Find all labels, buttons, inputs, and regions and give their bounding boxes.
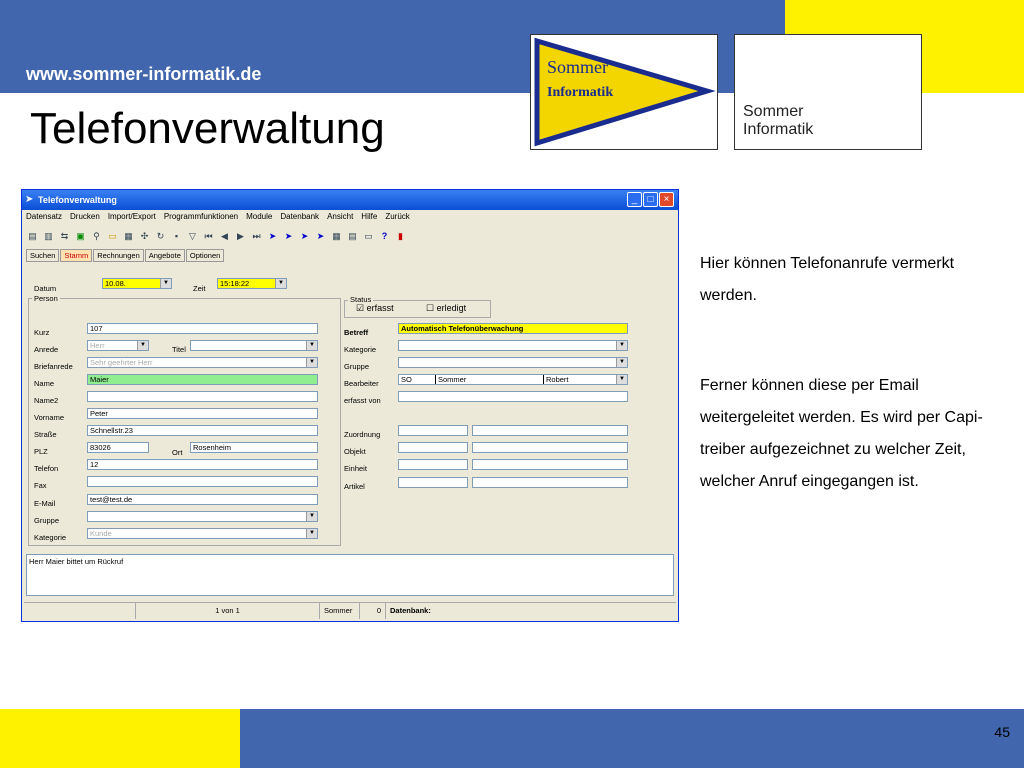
artikel-code-field[interactable]	[398, 477, 468, 488]
telefon-field[interactable]: 12	[87, 459, 318, 470]
side-paragraph-1: Hier können Telefonanrufe vermerkt werden.	[700, 255, 955, 304]
artikel-name-field[interactable]	[472, 477, 628, 488]
help-icon[interactable]: ?	[381, 230, 388, 241]
record-position: 1 von 1	[136, 603, 320, 619]
database-label: Datenbank:	[390, 606, 431, 615]
ort-field[interactable]: Rosenheim	[190, 442, 318, 453]
logo1-line1: Sommer	[547, 57, 608, 77]
person-group-title: Person	[34, 294, 58, 303]
right-gruppe-dropdown[interactable]	[398, 357, 628, 368]
page-number: 45	[994, 724, 1010, 740]
name2-label: Name2	[34, 396, 59, 405]
anrede-dropdown[interactable]	[87, 340, 149, 351]
zuordnung-name-field[interactable]	[472, 425, 628, 436]
chevron-down-icon[interactable]: ▼	[616, 358, 627, 367]
calendar-icon[interactable]: ▦	[332, 230, 341, 241]
menu-programmfunktionen[interactable]: Programmfunktionen	[163, 212, 239, 221]
telefon-label: Telefon	[34, 464, 59, 473]
betreff-label: Betreff	[344, 328, 369, 337]
anrede-value: Herr	[90, 341, 105, 350]
titel-dropdown[interactable]	[190, 340, 318, 351]
tools-icon[interactable]: ✣	[140, 230, 149, 241]
fax-label: Fax	[34, 481, 47, 490]
erledigt-label: erledigt	[436, 303, 467, 313]
zeit-field[interactable]	[217, 278, 287, 289]
bearbeiter-name: Sommer	[435, 375, 466, 384]
menu-ansicht[interactable]: Ansicht	[327, 212, 354, 221]
erfasst-checkbox[interactable]: ☑ erfasst	[356, 303, 394, 313]
menu-drucken[interactable]: Drucken	[70, 212, 100, 221]
refresh-icon[interactable]: ↻	[156, 230, 165, 241]
chevron-down-icon[interactable]: ▼	[616, 375, 627, 384]
arrow-1-icon[interactable]: ➤	[268, 230, 277, 241]
kurz-field[interactable]: 107	[87, 323, 318, 334]
zeit-value: 15:18:22	[220, 279, 250, 288]
erfasst-von-label: erfasst von	[344, 396, 381, 405]
tab-suchen[interactable]: Suchen	[26, 249, 59, 262]
filter-icon[interactable]: ▽	[189, 230, 196, 241]
datum-value: 10.08.	[105, 279, 126, 288]
einheit-name-field[interactable]	[472, 459, 628, 470]
einheit-code-field[interactable]	[398, 459, 468, 470]
chevron-down-icon[interactable]: ▼	[160, 279, 171, 288]
arrow-3-icon[interactable]: ➤	[300, 230, 309, 241]
status-bar	[24, 602, 676, 619]
text-logo	[734, 34, 922, 150]
ort-label: Ort	[172, 448, 183, 457]
chevron-down-icon[interactable]: ▼	[616, 341, 627, 350]
menu-hilfe[interactable]: Hilfe	[361, 212, 378, 221]
objekt-label: Objekt	[344, 447, 366, 456]
objekt-code-field[interactable]	[398, 442, 468, 453]
window-icon[interactable]: ▭	[364, 230, 373, 241]
zuordnung-code-field[interactable]	[398, 425, 468, 436]
export-icon[interactable]: ⇆	[60, 230, 69, 241]
notes-textarea[interactable]: Herr Maier bittet um Rückruf	[26, 554, 674, 596]
plz-label: PLZ	[34, 447, 48, 456]
print-preview-icon[interactable]: ▥	[44, 230, 53, 241]
maximize-button[interactable]: □	[643, 192, 658, 207]
einheit-label: Einheit	[344, 464, 367, 473]
tab-bar	[26, 249, 224, 262]
chevron-down-icon[interactable]: ▼	[137, 341, 148, 350]
email-label: E-Mail	[34, 499, 56, 508]
name2-field[interactable]	[87, 391, 318, 402]
objekt-name-field[interactable]	[472, 442, 628, 453]
window-title: Telefonverwaltung	[38, 195, 117, 205]
right-gruppe-label: Gruppe	[344, 362, 370, 371]
name-field[interactable]: Maier	[87, 374, 318, 385]
bottom-yellow-block	[0, 709, 240, 768]
kurz-label: Kurz	[34, 328, 50, 337]
bearbeiter-kurz: SO	[401, 375, 412, 384]
person-group	[28, 298, 341, 546]
site-url: www.sommer-informatik.de	[26, 64, 262, 84]
first-record-icon[interactable]: ⏮	[204, 230, 213, 241]
tab-angebote[interactable]: Angebote	[145, 249, 185, 262]
datum-field[interactable]	[102, 278, 172, 289]
right-kategorie-label: Kategorie	[344, 345, 377, 354]
logo1-line2: Informatik	[547, 85, 614, 100]
arrow-4-icon[interactable]: ➤	[316, 230, 325, 241]
chevron-down-icon[interactable]: ▼	[306, 529, 317, 538]
bearbeiter-dropdown[interactable]	[398, 374, 628, 385]
vorname-field[interactable]: Peter	[87, 408, 318, 419]
strasse-field[interactable]: Schnellstr.23	[87, 425, 318, 436]
chevron-down-icon[interactable]: ▼	[275, 279, 286, 288]
title-bar[interactable]	[22, 190, 678, 210]
document-icon[interactable]: ▦	[124, 230, 133, 241]
last-record-icon[interactable]: ⏭	[252, 230, 261, 241]
erfasst-von-field[interactable]	[398, 391, 628, 402]
menu-module[interactable]: Module	[246, 212, 273, 221]
briefanrede-dropdown[interactable]	[87, 357, 318, 368]
zeit-label: Zeit	[193, 284, 206, 293]
slide-title: Telefonverwaltung	[30, 104, 385, 153]
anrede-label: Anrede	[34, 345, 59, 354]
tab-rechnungen[interactable]: Rechnungen	[93, 249, 144, 262]
toolbar	[26, 227, 676, 245]
chevron-down-icon[interactable]: ▼	[306, 512, 317, 521]
exit-icon[interactable]: ▮	[398, 230, 403, 241]
menu-import-export[interactable]: Import/Export	[107, 212, 156, 221]
strasse-label: Straße	[34, 430, 57, 439]
menu-datensatz[interactable]: Datensatz	[26, 212, 63, 221]
gruppe-dropdown[interactable]	[87, 511, 318, 522]
bearbeiter-label: Bearbeiter	[344, 379, 379, 388]
erledigt-checkbox[interactable]: ☐ erledigt	[426, 303, 467, 313]
menu-zurueck[interactable]: Zurück	[385, 212, 410, 221]
erfasst-label: erfasst	[366, 303, 394, 313]
kategorie-label: Kategorie	[34, 533, 67, 542]
pennant-logo	[530, 34, 718, 150]
name-label: Name	[34, 379, 55, 388]
status-group-title: Status	[350, 295, 372, 304]
save-icon[interactable]: ▪	[174, 230, 179, 241]
bearbeiter-vorname: Robert	[543, 375, 569, 384]
briefanrede-value: Sehr geehrter Herr	[90, 358, 153, 367]
folder-icon[interactable]: ▭	[108, 230, 117, 241]
datum-label: Datum	[34, 284, 57, 293]
app-icon: ➤	[25, 194, 34, 205]
fax-field[interactable]	[87, 476, 318, 487]
tab-stamm[interactable]: Stamm	[60, 249, 92, 262]
kategorie-dropdown[interactable]	[87, 528, 318, 539]
titel-label: Titel	[172, 345, 186, 354]
plz-field[interactable]: 83026	[87, 442, 149, 453]
note-icon[interactable]: ▤	[348, 230, 357, 241]
excel-icon[interactable]: ▣	[76, 230, 85, 241]
side-paragraph-2: Ferner können diese per Email weitergeleitet werden. Es wird per Capi-treiber aufgezeichnet zu welcher Zeit, welcher Anruf eingegangen ist.	[700, 377, 983, 490]
briefanrede-label: Briefanrede	[34, 362, 73, 371]
tab-optionen[interactable]: Optionen	[186, 249, 224, 262]
menu-datenbank[interactable]: Datenbank	[280, 212, 320, 221]
menu-bar	[26, 212, 676, 224]
zuordnung-label: Zuordnung	[344, 430, 381, 439]
print-icon[interactable]: ▤	[28, 230, 37, 241]
search-icon[interactable]: ⚲	[93, 230, 100, 241]
betreff-field[interactable]: Automatisch Telefonüberwachung	[398, 323, 628, 334]
chevron-down-icon[interactable]: ▼	[306, 358, 317, 367]
vorname-label: Vorname	[34, 413, 65, 422]
chevron-down-icon[interactable]: ▼	[306, 341, 317, 350]
arrow-2-icon[interactable]: ➤	[284, 230, 293, 241]
logo2-text: Sommer Informatik	[743, 103, 814, 138]
status-empty-cell	[24, 603, 136, 619]
status-count: 0	[360, 603, 386, 619]
next-record-icon[interactable]: ▶	[237, 230, 244, 241]
previous-record-icon[interactable]: ◀	[221, 230, 228, 241]
right-kategorie-dropdown[interactable]	[398, 340, 628, 351]
email-field[interactable]: test@test.de	[87, 494, 318, 505]
bottom-banner	[240, 709, 1024, 768]
kategorie-value: Kunde	[90, 529, 112, 538]
app-window	[21, 189, 679, 622]
minimize-button[interactable]: _	[627, 192, 642, 207]
status-user: Sommer	[320, 603, 360, 619]
gruppe-label: Gruppe	[34, 516, 60, 525]
close-button[interactable]: ×	[659, 192, 674, 207]
artikel-label: Artikel	[344, 482, 365, 491]
